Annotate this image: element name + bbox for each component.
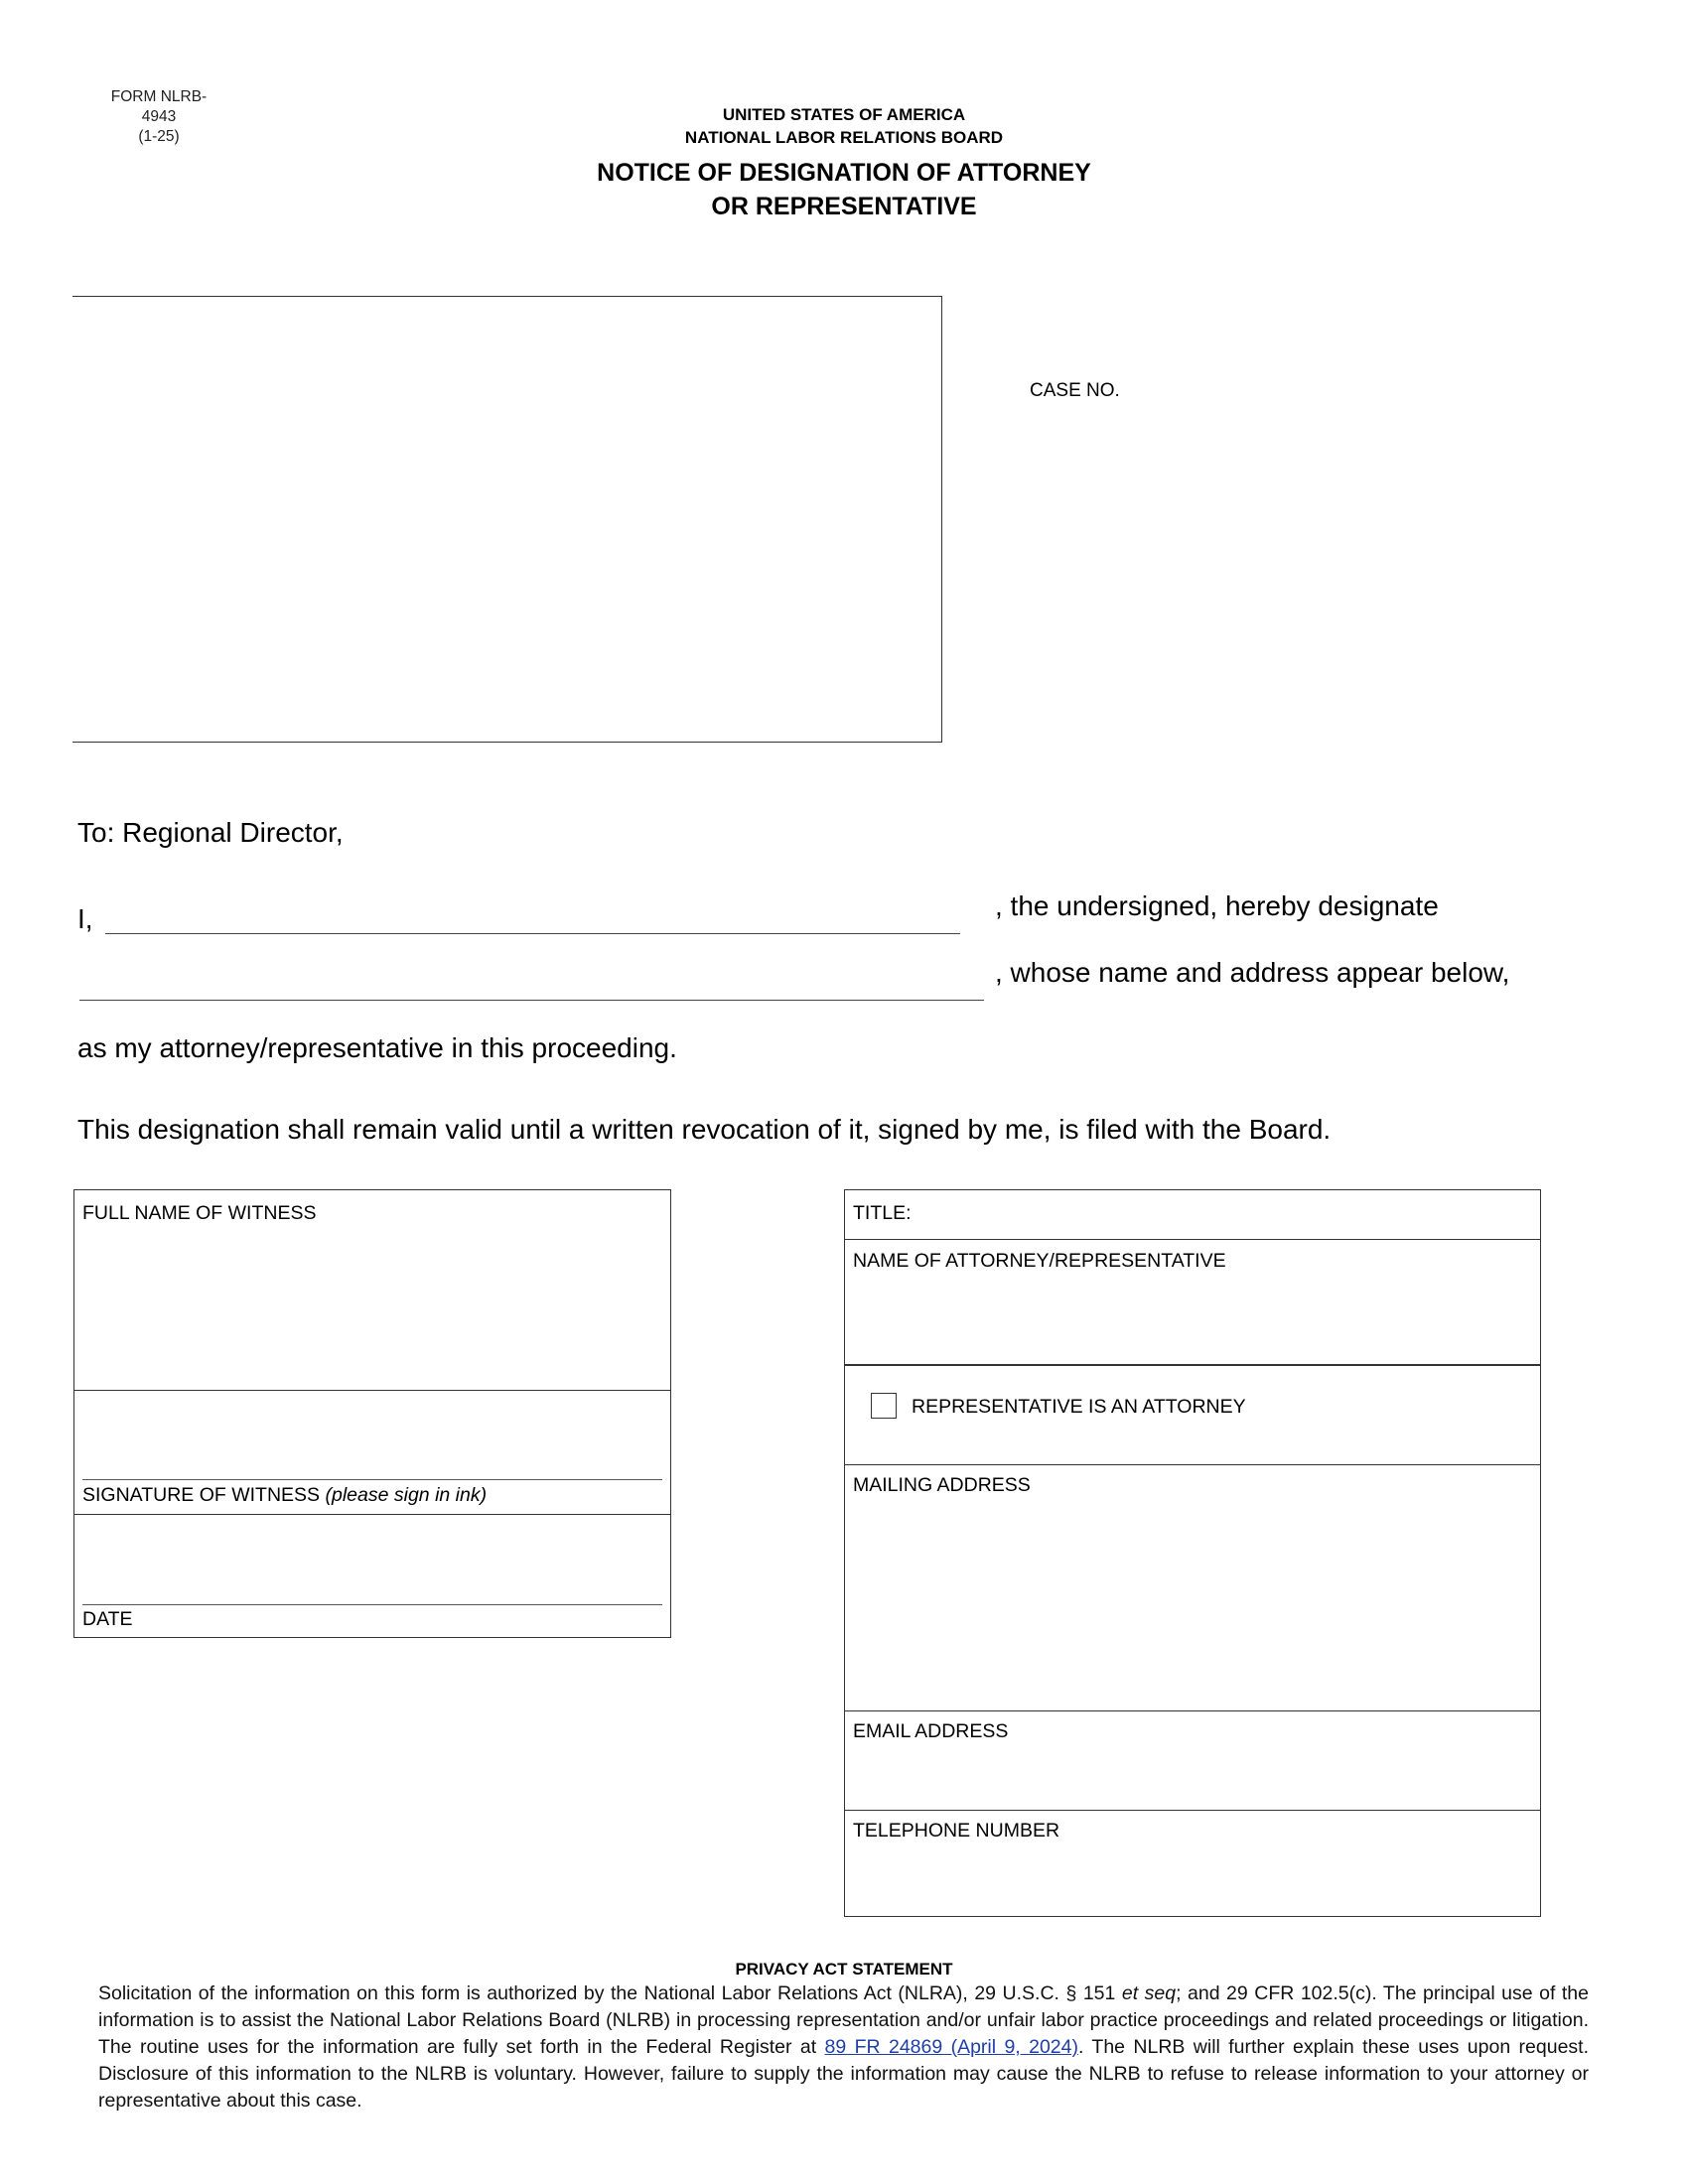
privacy-act-text — [98, 1980, 1589, 2115]
form-title-line-2: OR REPRESENTATIVE — [711, 193, 977, 220]
witness-signature-label — [82, 1484, 487, 1507]
attorney-checkbox-label: REPRESENTATIVE IS AN ATTORNEY — [912, 1396, 1246, 1418]
federal-register-link[interactable]: 89 FR 24869 (April 9, 2024) — [824, 2036, 1078, 2058]
privacy-text-part-1: Solicitation of the information on this form is authorized by the National Labor Relations Act (NLRA), 29 U.S.C. § 151 — [98, 1982, 1122, 2004]
signature-label-text: SIGNATURE OF WITNESS — [82, 1484, 321, 1506]
rep-divider-2 — [845, 1364, 1540, 1366]
designator-suffix: , the undersigned, hereby designate — [995, 890, 1439, 921]
privacy-text-part-3: . The NLRB will further explain these uses upon request. Disclosure of this information to the NLRB is voluntary. However, failure to supply the information may cause the NLRB to refuse to release information to your attorney or representative about this case. — [98, 2036, 1590, 2112]
designee-name-field[interactable] — [79, 1000, 984, 1001]
witness-divider-1 — [74, 1390, 670, 1391]
date-line — [82, 1604, 662, 1605]
form-title-line-1: NOTICE OF DESIGNATION OF ATTORNEY — [597, 159, 1091, 187]
telephone-label: TELEPHONE NUMBER — [853, 1820, 1060, 1842]
case-caption-box[interactable] — [72, 296, 942, 743]
title-label: TITLE: — [853, 1202, 912, 1224]
rep-name-field[interactable] — [853, 1280, 1532, 1359]
validity-statement: This designation shall remain valid until a written revocation of it, signed by me, is filed with the Board. — [77, 1114, 1332, 1145]
witness-divider-2 — [74, 1514, 670, 1515]
salutation: To: Regional Director, — [77, 817, 344, 848]
representative-box — [844, 1189, 1541, 1917]
rep-name-label: NAME OF ATTORNEY/REPRESENTATIVE — [853, 1250, 1226, 1272]
designator-name-field[interactable] — [105, 933, 960, 934]
rep-divider-3 — [845, 1464, 1540, 1465]
telephone-field[interactable] — [853, 1847, 1532, 1907]
date-label: DATE — [82, 1608, 133, 1630]
rep-divider-1 — [845, 1239, 1540, 1240]
privacy-et-seq: et seq — [1121, 1982, 1177, 2004]
privacy-text-part-2: ; and 29 CFR 102.5(c). The principal use of the information is to assist the National Labor Relations Board (NLRB) in processing representation and/or unfair labor practice proceedings and related proceedings or litigation. The routine uses for the information are fully set forth in the Federal Register at — [98, 1982, 1589, 2058]
attorney-checkbox[interactable] — [871, 1393, 897, 1419]
agency-line-2: NATIONAL LABOR RELATIONS BOARD — [684, 128, 1004, 147]
mailing-address-field[interactable] — [853, 1504, 1532, 1703]
witness-signature-field[interactable] — [82, 1395, 662, 1478]
agency-line-1: UNITED STATES OF AMERICA — [722, 105, 966, 124]
witness-name-field[interactable] — [82, 1230, 662, 1379]
case-number-label: CASE NO. — [1030, 380, 1120, 401]
form-number: FORM NLRB-4943 — [110, 88, 208, 125]
date-field[interactable] — [82, 1519, 662, 1602]
title-field[interactable] — [924, 1196, 1532, 1232]
witness-name-label: FULL NAME OF WITNESS — [82, 1202, 317, 1224]
designation-closing: as my attorney/representative in this proceeding. — [77, 1032, 677, 1063]
form-revision: (1-25) — [138, 128, 180, 145]
rep-divider-5 — [845, 1810, 1540, 1811]
email-field[interactable] — [853, 1748, 1532, 1804]
witness-box — [73, 1189, 671, 1638]
signature-line — [82, 1479, 662, 1480]
privacy-act-heading: PRIVACY ACT STATEMENT — [735, 1960, 953, 1979]
mailing-address-label: MAILING ADDRESS — [853, 1474, 1031, 1496]
designee-suffix: , whose name and address appear below, — [995, 957, 1510, 988]
designator-prefix: I, — [77, 903, 93, 934]
rep-divider-4 — [845, 1710, 1540, 1711]
signature-note: (please sign in ink) — [325, 1484, 488, 1506]
email-label: EMAIL ADDRESS — [853, 1720, 1009, 1742]
